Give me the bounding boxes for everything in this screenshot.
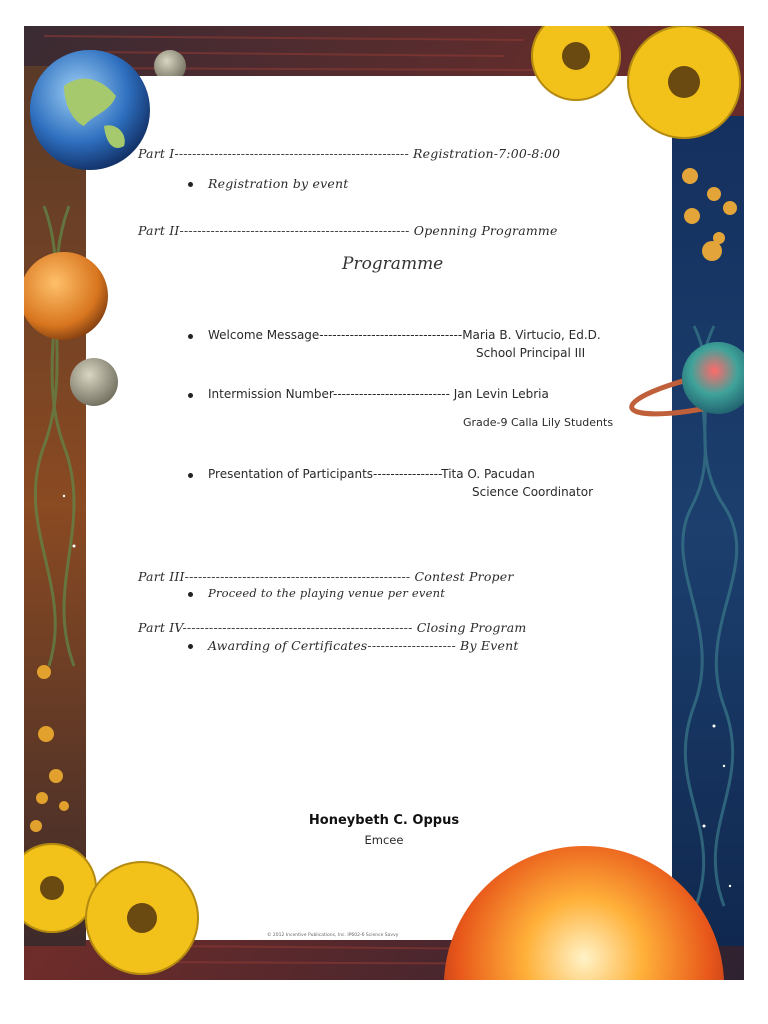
welcome-message-line: Welcome Message---------------------------------Maria B. Virtucio, Ed.D. — [208, 328, 601, 342]
part-i-line: Part I----------------------------------------------------- Registration-7:00-8:00 — [138, 146, 561, 161]
presentation-sub: Science Coordinator — [472, 485, 594, 499]
bullet — [188, 393, 193, 398]
part-iv-item: Awarding of Certificates-------------------- By Event — [208, 638, 519, 653]
bullet — [188, 644, 193, 649]
part-iii-line: Part III--------------------------------------------------- Contest Proper — [138, 569, 514, 584]
part-iii-item: Proceed to the playing venue per event — [208, 586, 446, 600]
presentation-line: Presentation of Participants----------------Tita O. Pacudan — [208, 467, 535, 481]
part-iv-line: Part IV---------------------------------------------------- Closing Program — [138, 620, 527, 635]
bullet — [188, 473, 193, 478]
intermission-line: Intermission Number--------------------------- Jan Levin Lebria — [208, 387, 549, 401]
emcee-role: Emcee — [364, 833, 404, 847]
intermission-sub: Grade-9 Calla Lily Students — [463, 416, 614, 429]
welcome-message-sub: School Principal III — [476, 346, 586, 360]
footer-credit: © 2012 Incentive Publications, Inc. IP602-6 Science Savvy — [267, 933, 399, 938]
part-i-item: Registration by event — [208, 176, 349, 191]
bullet — [188, 592, 193, 597]
bullet — [188, 182, 193, 187]
programme-title: Programme — [342, 254, 444, 274]
bullet — [188, 334, 193, 339]
emcee-name: Honeybeth C. Oppus — [308, 813, 460, 828]
part-ii-line: Part II---------------------------------------------------- Openning Programme — [138, 223, 558, 238]
